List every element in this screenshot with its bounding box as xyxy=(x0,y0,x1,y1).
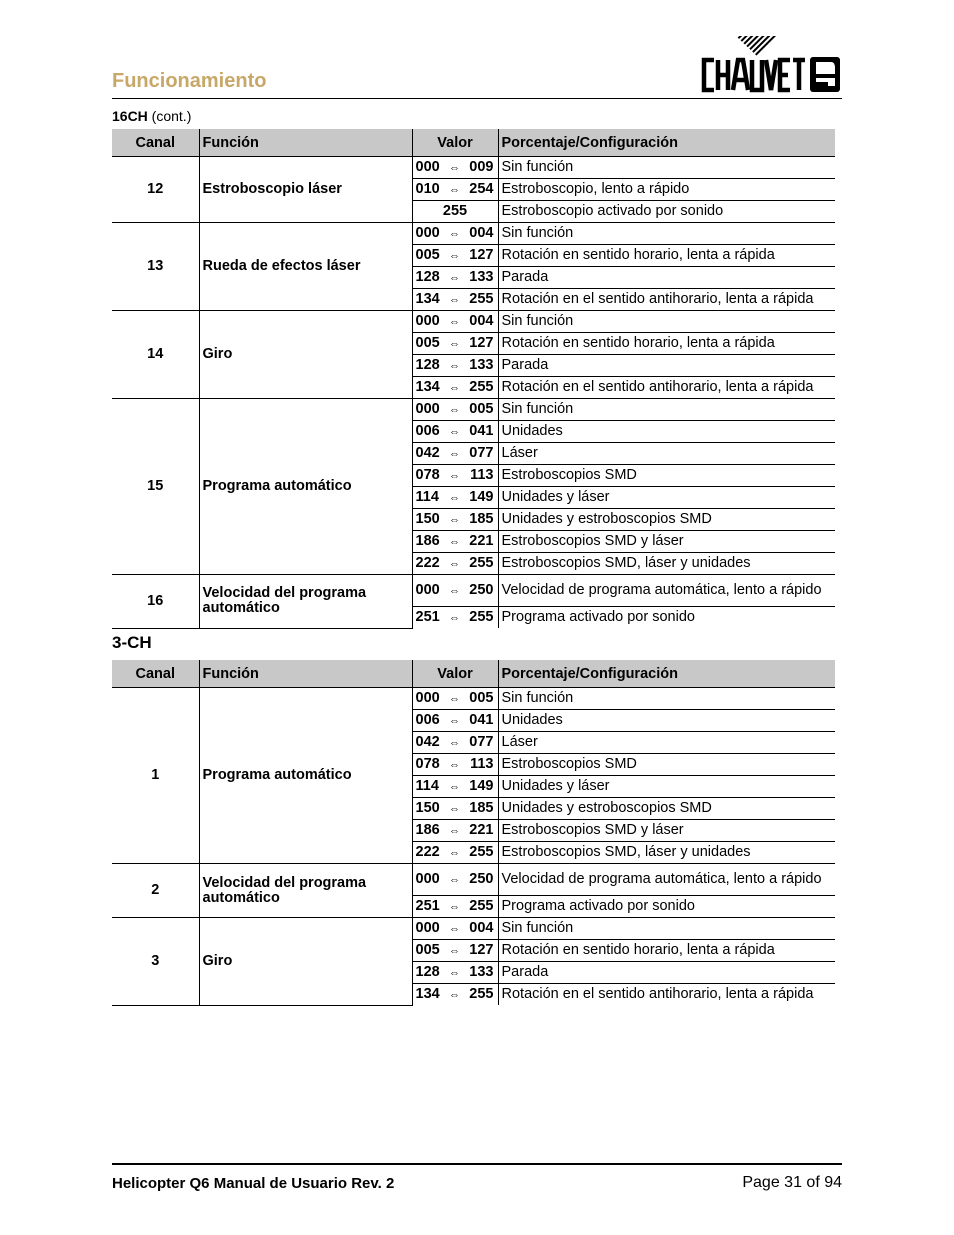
range-low: 006 xyxy=(415,422,440,439)
range-arrow-icon: ⇔ xyxy=(449,359,460,372)
range-arrow-icon: ⇔ xyxy=(449,900,460,913)
value-description: Unidades y láser xyxy=(498,487,835,509)
range-arrow-icon: ⇔ xyxy=(449,403,460,416)
section-title: Funcionamiento xyxy=(112,70,267,92)
value-description: Sin función xyxy=(498,157,835,179)
value-range xyxy=(412,487,498,509)
channel-number: 2 xyxy=(112,864,199,918)
value-range xyxy=(412,553,498,575)
table-row xyxy=(112,157,835,179)
range-low: 114 xyxy=(415,488,439,505)
value-range xyxy=(412,864,498,896)
value-range xyxy=(412,509,498,531)
value-description: Programa activado por sonido xyxy=(498,896,835,918)
range-high: 041 xyxy=(469,711,494,728)
range-high: 004 xyxy=(469,312,494,329)
range-arrow-icon: ⇔ xyxy=(449,966,460,979)
value-description: Sin función xyxy=(498,399,835,421)
range-high: 185 xyxy=(469,510,494,527)
page-footer xyxy=(112,1163,842,1192)
range-low: 128 xyxy=(415,963,440,980)
value-description: Sin función xyxy=(498,918,835,940)
channel-number: 1 xyxy=(112,688,199,864)
range-arrow-icon: ⇔ xyxy=(449,584,460,597)
value-description: Velocidad de programa automática, lento a rápido xyxy=(498,864,835,896)
value-description: Rotación en sentido horario, lenta a rápida xyxy=(498,245,835,267)
value-range xyxy=(412,179,498,201)
header-porcentaje: Porcentaje/Configuración xyxy=(498,129,835,157)
range-high: 077 xyxy=(469,444,494,461)
channel-function: Giro xyxy=(199,918,412,1006)
range-low: 114 xyxy=(415,777,439,794)
value-range xyxy=(412,289,498,311)
range-arrow-icon: ⇔ xyxy=(449,293,460,306)
range-arrow-icon: ⇔ xyxy=(449,425,460,438)
value-range xyxy=(412,688,498,710)
value-description: Unidades xyxy=(498,421,835,443)
value-range xyxy=(412,421,498,443)
channel-function: Estroboscopio láser xyxy=(199,157,412,223)
range-high: 255 xyxy=(469,608,494,625)
channel-number: 12 xyxy=(112,157,199,223)
range-arrow-icon: ⇔ xyxy=(449,736,460,749)
value-description: Rotación en sentido horario, lenta a rápida xyxy=(498,333,835,355)
range-low: 134 xyxy=(415,985,440,1002)
range-arrow-icon: ⇔ xyxy=(449,491,460,504)
range-high: 005 xyxy=(469,689,494,706)
range-low: 000 xyxy=(415,312,440,329)
value-description: Unidades y estroboscopios SMD xyxy=(498,798,835,820)
range-high: 255 xyxy=(469,843,494,860)
range-high: 113 xyxy=(470,466,494,483)
value-description: Estroboscopios SMD y láser xyxy=(498,820,835,842)
range-arrow-icon: ⇔ xyxy=(449,824,460,837)
range-arrow-icon: ⇔ xyxy=(449,249,460,262)
value-description: Sin función xyxy=(498,688,835,710)
value-description: Parada xyxy=(498,962,835,984)
value-description: Unidades y estroboscopios SMD xyxy=(498,509,835,531)
range-low: 251 xyxy=(415,897,440,914)
value-range xyxy=(412,333,498,355)
header-porcentaje: Porcentaje/Configuración xyxy=(498,660,835,688)
range-arrow-icon: ⇔ xyxy=(449,988,460,1001)
channel-function: Velocidad del programa automático xyxy=(199,575,412,629)
range-low: 000 xyxy=(415,581,440,598)
range-arrow-icon: ⇔ xyxy=(449,271,460,284)
value-description: Programa activado por sonido xyxy=(498,607,835,629)
range-high: 255 xyxy=(469,554,494,571)
value-range xyxy=(412,245,498,267)
dmx-table-16ch xyxy=(112,129,835,629)
value-range xyxy=(412,754,498,776)
range-high: 149 xyxy=(469,777,494,794)
range-low: 000 xyxy=(415,870,440,887)
range-high: 250 xyxy=(469,870,494,887)
value-range xyxy=(412,896,498,918)
value-range xyxy=(412,355,498,377)
range-low: 000 xyxy=(415,919,440,936)
range-arrow-icon: ⇔ xyxy=(449,447,460,460)
range-high: 221 xyxy=(469,532,494,549)
dmx-table-3ch xyxy=(112,660,835,1006)
range-arrow-icon: ⇔ xyxy=(449,557,460,570)
channel-number: 14 xyxy=(112,311,199,399)
value-range xyxy=(412,940,498,962)
range-high: 133 xyxy=(469,268,494,285)
range-high: 250 xyxy=(469,581,494,598)
table-row xyxy=(112,688,835,710)
value-description: Rotación en el sentido antihorario, lenta a rápida xyxy=(498,984,835,1006)
value-range xyxy=(412,962,498,984)
value-range xyxy=(412,531,498,553)
table-header-row xyxy=(112,660,835,688)
value-range xyxy=(412,311,498,333)
table-row xyxy=(112,311,835,333)
channel-number: 16 xyxy=(112,575,199,629)
value-range xyxy=(412,575,498,607)
header-valor: Valor xyxy=(412,660,498,688)
table-row xyxy=(112,575,835,607)
range-high: 254 xyxy=(469,180,494,197)
value-range xyxy=(412,820,498,842)
table-3ch-label: 3-CH xyxy=(112,633,152,652)
range-low: 128 xyxy=(415,268,440,285)
range-low: 005 xyxy=(415,246,440,263)
value-description: Láser xyxy=(498,732,835,754)
value-range xyxy=(412,710,498,732)
value-range xyxy=(412,732,498,754)
value-description: Rotación en el sentido antihorario, lenta a rápida xyxy=(498,377,835,399)
value-description: Estroboscopios SMD, láser y unidades xyxy=(498,842,835,864)
range-arrow-icon: ⇔ xyxy=(449,758,460,771)
channel-function: Programa automático xyxy=(199,399,412,575)
value-description: Estroboscopios SMD y láser xyxy=(498,531,835,553)
range-low: 042 xyxy=(415,733,440,750)
range-high: 127 xyxy=(469,334,494,351)
range-arrow-icon: ⇔ xyxy=(449,337,460,350)
range-high: 077 xyxy=(469,733,494,750)
range-low: 006 xyxy=(415,711,440,728)
range-low: 150 xyxy=(415,510,440,527)
header-funcion: Función xyxy=(199,129,412,157)
range-arrow-icon: ⇔ xyxy=(449,873,460,886)
range-high: 255 xyxy=(469,985,494,1002)
range-arrow-icon: ⇔ xyxy=(449,227,460,240)
range-high: 255 xyxy=(469,290,494,307)
manual-title: Helicopter Q6 Manual de Usuario Rev. 2 xyxy=(112,1175,395,1192)
table-row xyxy=(112,918,835,940)
range-high: 127 xyxy=(469,246,494,263)
range-low: 222 xyxy=(415,843,440,860)
channel-number: 3 xyxy=(112,918,199,1006)
channel-function: Rueda de efectos láser xyxy=(199,223,412,311)
range-high: 113 xyxy=(470,755,494,772)
value-range xyxy=(412,443,498,465)
range-low: 005 xyxy=(415,334,440,351)
value-range xyxy=(412,776,498,798)
range-high: 255 xyxy=(469,897,494,914)
value-range: 255 xyxy=(412,201,498,223)
range-arrow-icon: ⇔ xyxy=(449,535,460,548)
value-description: Estroboscopios SMD xyxy=(498,465,835,487)
value-description: Unidades y láser xyxy=(498,776,835,798)
range-arrow-icon: ⇔ xyxy=(449,611,460,624)
range-low: 186 xyxy=(415,821,440,838)
range-low: 000 xyxy=(415,689,440,706)
range-low: 222 xyxy=(415,554,440,571)
value-range xyxy=(412,267,498,289)
range-high: 185 xyxy=(469,799,494,816)
range-low: 000 xyxy=(415,400,440,417)
range-arrow-icon: ⇔ xyxy=(449,944,460,957)
value-description: Velocidad de programa automática, lento a rápido xyxy=(498,575,835,607)
chauvet-dj-logo xyxy=(700,30,842,96)
table-row xyxy=(112,864,835,896)
range-high: 009 xyxy=(469,158,494,175)
value-range xyxy=(412,984,498,1006)
value-description: Rotación en sentido horario, lenta a rápida xyxy=(498,940,835,962)
table-16ch-label: 16CH (cont.) xyxy=(112,108,192,124)
channel-number: 13 xyxy=(112,223,199,311)
header-canal: Canal xyxy=(112,129,199,157)
range-high: 221 xyxy=(469,821,494,838)
range-high: 041 xyxy=(469,422,494,439)
channel-function: Velocidad del programa automático xyxy=(199,864,412,918)
range-low: 251 xyxy=(415,608,440,625)
range-low: 128 xyxy=(415,356,440,373)
range-high: 255 xyxy=(469,378,494,395)
range-arrow-icon: ⇔ xyxy=(449,469,460,482)
range-arrow-icon: ⇔ xyxy=(449,714,460,727)
range-low: 150 xyxy=(415,799,440,816)
table-header-row xyxy=(112,129,835,157)
range-low: 078 xyxy=(415,755,440,772)
range-arrow-icon: ⇔ xyxy=(449,922,460,935)
range-arrow-icon: ⇔ xyxy=(449,183,460,196)
range-low: 134 xyxy=(415,290,440,307)
channel-number: 15 xyxy=(112,399,199,575)
value-description: Estroboscopio activado por sonido xyxy=(498,201,835,223)
value-range xyxy=(412,157,498,179)
range-arrow-icon: ⇔ xyxy=(449,315,460,328)
value-range xyxy=(412,399,498,421)
header-canal: Canal xyxy=(112,660,199,688)
table-row xyxy=(112,399,835,421)
value-description: Rotación en el sentido antihorario, lenta a rápida xyxy=(498,289,835,311)
value-description: Estroboscopio, lento a rápido xyxy=(498,179,835,201)
value-range xyxy=(412,223,498,245)
value-range xyxy=(412,842,498,864)
value-description: Unidades xyxy=(498,710,835,732)
range-high: 133 xyxy=(469,963,494,980)
value-range xyxy=(412,377,498,399)
range-arrow-icon: ⇔ xyxy=(449,161,460,174)
page-header xyxy=(112,30,842,99)
range-high: 127 xyxy=(469,941,494,958)
value-description: Estroboscopios SMD xyxy=(498,754,835,776)
header-funcion: Función xyxy=(199,660,412,688)
range-arrow-icon: ⇔ xyxy=(449,802,460,815)
channel-function: Programa automático xyxy=(199,688,412,864)
range-high: 133 xyxy=(469,356,494,373)
value-range xyxy=(412,607,498,629)
range-high: 004 xyxy=(469,919,494,936)
value-description: Parada xyxy=(498,355,835,377)
value-description: Sin función xyxy=(498,311,835,333)
range-arrow-icon: ⇔ xyxy=(449,513,460,526)
range-low: 005 xyxy=(415,941,440,958)
range-arrow-icon: ⇔ xyxy=(449,692,460,705)
range-arrow-icon: ⇔ xyxy=(449,846,460,859)
header-valor: Valor xyxy=(412,129,498,157)
range-high: 004 xyxy=(469,224,494,241)
range-low: 000 xyxy=(415,158,440,175)
value-description: Láser xyxy=(498,443,835,465)
value-range xyxy=(412,465,498,487)
value-range xyxy=(412,918,498,940)
range-high: 005 xyxy=(469,400,494,417)
range-low: 078 xyxy=(415,466,440,483)
value-description: Sin función xyxy=(498,223,835,245)
range-low: 000 xyxy=(415,224,440,241)
range-arrow-icon: ⇔ xyxy=(449,381,460,394)
page-number: Page 31 of 94 xyxy=(742,1174,842,1191)
range-low: 042 xyxy=(415,444,440,461)
range-arrow-icon: ⇔ xyxy=(449,780,460,793)
range-high: 149 xyxy=(469,488,494,505)
value-range xyxy=(412,798,498,820)
range-low: 010 xyxy=(415,180,440,197)
value-description: Parada xyxy=(498,267,835,289)
range-low: 186 xyxy=(415,532,440,549)
value-description: Estroboscopios SMD, láser y unidades xyxy=(498,553,835,575)
table-row xyxy=(112,223,835,245)
channel-function: Giro xyxy=(199,311,412,399)
range-low: 134 xyxy=(415,378,440,395)
